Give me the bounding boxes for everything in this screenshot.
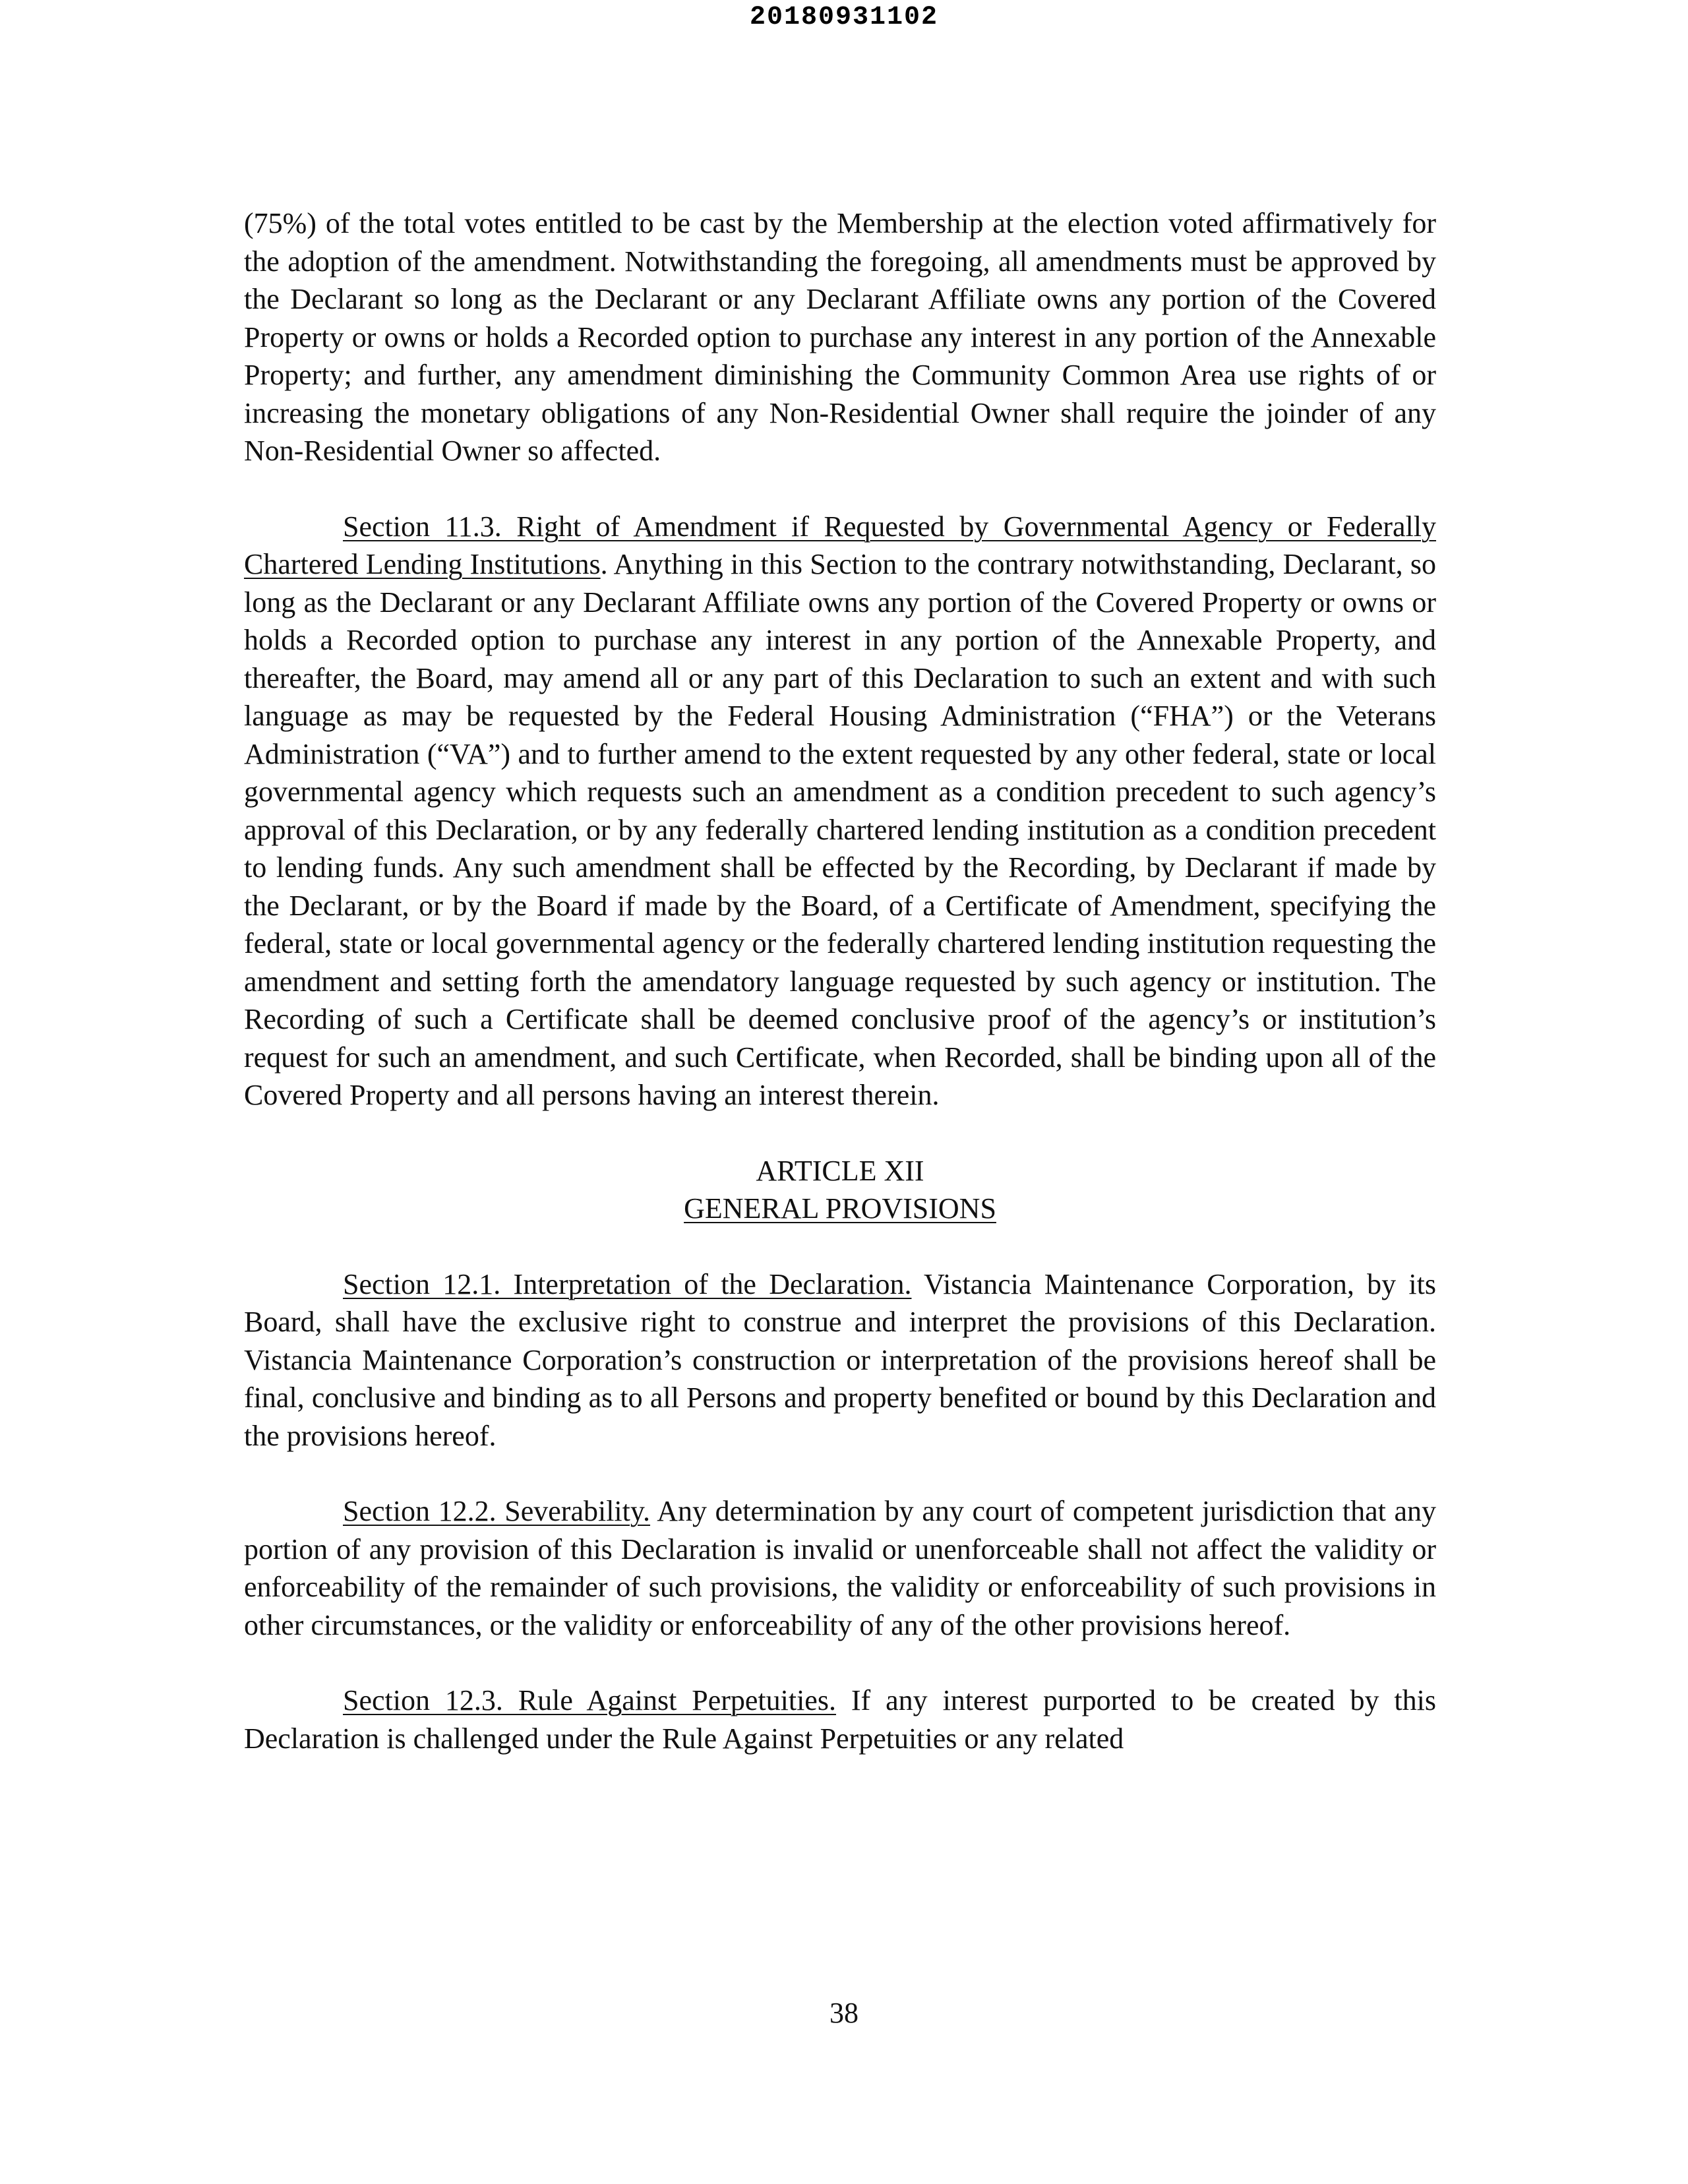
section-12-1-body: Vistancia Maintenance Corporation, by its Board, shall have the exclusive right to construe and interpret the provisions of this Declaration. Vistancia Maintenance Corporation’s construction or interpretation of the provisions hereof shall be final, conclusive and binding as to all Persons and property benefited or bound by this Declaration and the provisions hereof. — [244, 1267, 1436, 1452]
section-11-3-heading: Section 11.3. Right of Amendment if Requested by Governmental Agency or Federally Chartered Lending Institutions — [244, 510, 1436, 580]
section-11-3-body: . Anything in this Section to the contrary notwithstanding, Declarant, so long as the Declarant or any Declarant Affiliate owns any portion of the Covered Property or owns or holds a Recorded option to purchase any interest in any portion of the Annexable Property, and thereafter, the Board, may amend all or any part of this Declaration to such an extent and with such language as may be requested by the Federal Housing Administration (“FHA”) or the Veterans Administration (“VA”) and to further amend to the extent requested by any other federal, state or local governmental agency which requests such an amendment as a condition precedent to such agency’s approval of this Declaration, or by any federally chartered lending institution as a condition precedent to lending funds. Any such amendment shall be effected by the Recording, by Declarant if made by the Declarant, or by the Board if made by the Board, of a Certificate of Amendment, specifying the federal, state or local governmental agency or the federally chartered lending institution requesting the amendment and setting forth the amendatory language requested by such agency or institution. The Recording of such a Certificate shall be deemed conclusive proof of the agency’s or institution’s request for such an amendment, and such Certificate, when Recorded, shall be binding upon all of the Covered Property and all persons having an interest therein. — [244, 548, 1436, 1111]
section-12-2 — [244, 1492, 1436, 1644]
section-12-2-heading: Section 12.2. Severability. — [343, 1495, 651, 1527]
page-body — [244, 204, 1436, 1757]
section-12-3 — [244, 1682, 1436, 1757]
section-12-3-heading: Section 12.3. Rule Against Perpetuities. — [343, 1684, 836, 1716]
article-number: ARTICLE XII — [756, 1154, 924, 1187]
section-12-1 — [244, 1265, 1436, 1455]
section-12-1-heading: Section 12.1. Interpretation of the Declaration. — [343, 1267, 912, 1300]
paragraph-amendment-votes: (75%) of the total votes entitled to be cast by the Membership at the election voted affirmatively for the adoption of the amendment. Notwithstanding the foregoing, all amendments must be approved by the Declarant so long as the Declarant or any Declarant Affiliate owns any portion of the Covered Property or owns or holds a Recorded option to purchase any interest in any portion of the Annexable Property; and further, any amendment diminishing the Community Common Area use rights of or increasing the monetary obligations of any Non-Residential Owner shall require the joinder of any Non-Residential Owner so affected. — [244, 207, 1436, 467]
article-heading — [244, 1152, 1436, 1228]
section-12-2-body: Any determination by any court of competent jurisdiction that any portion of any provision of this Declaration is invalid or unenforceable shall not affect the validity or enforceability of the remainder of such provisions, the validity or enforceability of such provisions in other circumstances, or the validity or enforceability of any of the other provisions hereof. — [244, 1495, 1436, 1641]
section-11-3 — [244, 508, 1436, 1114]
page-number: 38 — [829, 1997, 859, 2029]
section-12-3-body: If any interest purported to be created by this Declaration is challenged under the Rule Against Perpetuities or any related — [244, 1684, 1436, 1755]
article-title: GENERAL PROVISIONS — [684, 1192, 996, 1225]
document-number: 20180931102 — [749, 3, 939, 32]
